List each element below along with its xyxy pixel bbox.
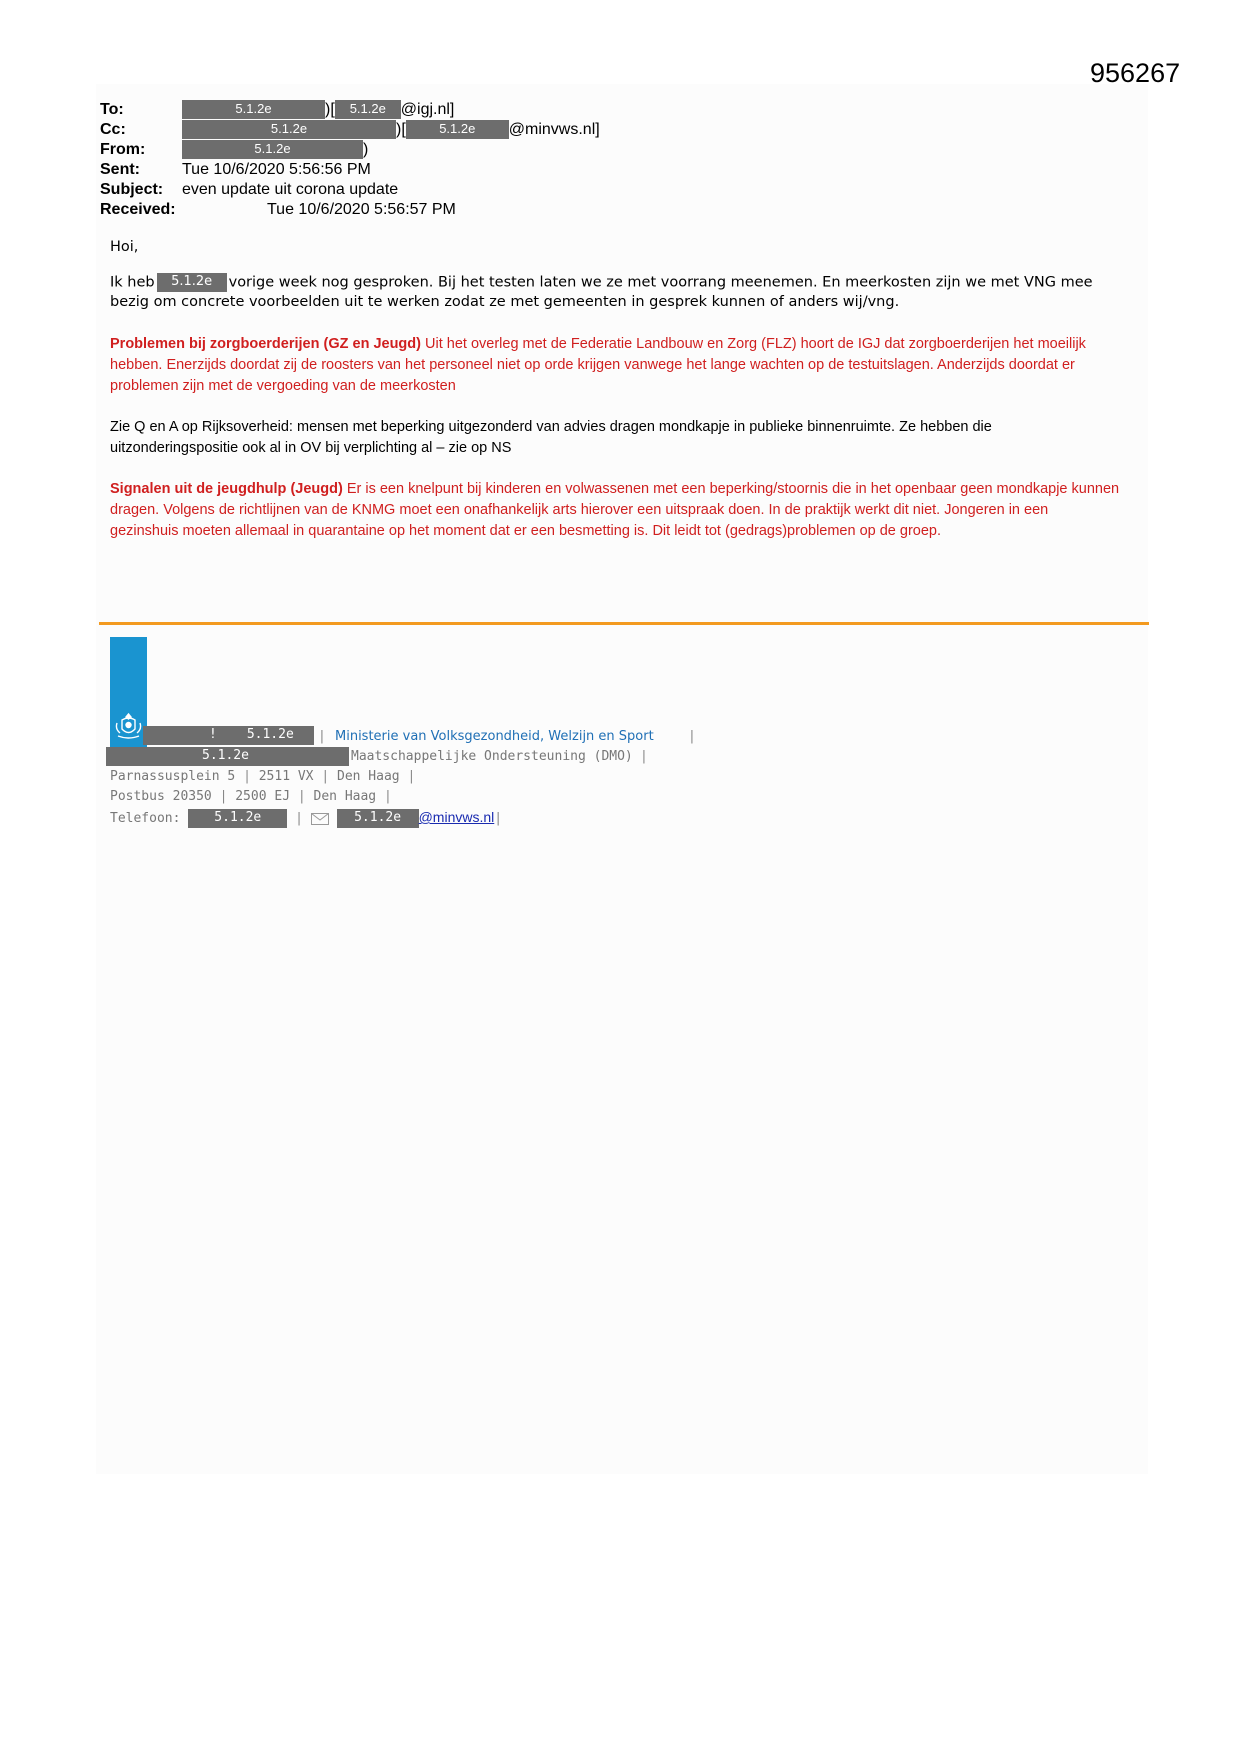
from-value — [182, 140, 368, 160]
redaction-exclaim: ! — [209, 727, 217, 742]
redaction-box: 5.1.2e — [337, 809, 419, 828]
subject-value: even update uit corona update — [182, 181, 399, 198]
to-label: To: — [100, 101, 124, 118]
phone-label: Telefoon: — [110, 811, 181, 826]
redaction-box: 5.1.2e — [182, 140, 363, 159]
to-bracket: )[ — [325, 101, 335, 118]
address-street: Parnassusplein 5 — [110, 769, 236, 784]
from-label: From: — [100, 141, 146, 158]
sig-contact-row — [110, 807, 502, 827]
separator: | — [219, 789, 228, 804]
separator: | — [243, 769, 251, 784]
postbus: Postbus 20350 — [110, 789, 212, 804]
sig-address-row — [110, 767, 502, 787]
from-close: ) — [363, 141, 369, 158]
redaction-box: 5.1.2e — [182, 120, 396, 139]
redaction-box — [143, 726, 314, 745]
separator: | — [494, 811, 503, 826]
redaction-box: 5.1.2e — [188, 809, 287, 828]
separator: | — [318, 729, 326, 744]
document-number: 956267 — [1090, 58, 1181, 88]
cc-value — [182, 120, 600, 140]
postbus-city: Den Haag — [313, 789, 377, 804]
separator: | — [383, 789, 392, 804]
p1-start: Ik heb — [110, 274, 155, 291]
redaction-code: 5.1.2e — [202, 748, 249, 763]
signature-divider — [99, 622, 1149, 625]
separator: | — [407, 769, 416, 784]
redaction-box: 5.1.2e — [157, 273, 227, 292]
separator: | — [295, 811, 303, 826]
address-city: Den Haag — [337, 769, 400, 784]
sig-name-row — [110, 727, 696, 747]
zorgboerderijen-heading: Problemen bij zorgboerderijen (GZ en Jeugd) — [110, 335, 421, 352]
cc-bracket: )[ — [396, 121, 406, 138]
received-value: Tue 10/6/2020 5:56:57 PM — [267, 201, 456, 218]
email-signature — [110, 727, 696, 827]
redaction-code: 5.1.2e — [246, 727, 294, 742]
department-name: Maatschappelijke Ondersteuning (DMO) — [351, 749, 633, 764]
email-body — [110, 238, 1120, 558]
paragraph-q-en-a: Zie Q en A op Rijksoverheid: mensen met beperking uitgezonderd van advies dragen mondkapje in publieke binnenruimte. Ze hebben die uitzonderingspositie ook al in OV bij verplichting al – zie op NS — [110, 418, 992, 456]
separator: | — [297, 789, 306, 804]
envelope-icon — [311, 813, 329, 825]
sig-department-row — [110, 747, 648, 767]
ministry-name: Ministerie van Volksgezondheid, Welzijn en Sport — [335, 729, 654, 744]
separator: | — [688, 729, 696, 744]
separator: | — [321, 769, 330, 784]
cc-domain: @minvws.nl] — [508, 121, 600, 138]
paragraph-jeugdhulp — [110, 479, 1120, 542]
zorgboerderijen-text: Uit het overleg met de Federatie Landbouw en Zorg (FLZ) hoort de IGJ dat zorgboerderijen het moeilijk hebben. Enerzijds doordat zij de roosters van het personeel niet op orde krijgen vanwege het lange wachten op de testuitslagen. Anderzijds doordat er problemen zijn met de vergoeding van de meerkosten — [110, 335, 1086, 394]
postbus-zip: 2500 EJ — [235, 789, 291, 804]
email-link[interactable]: @minvws.nl — [418, 809, 495, 825]
redaction-box — [106, 747, 349, 766]
separator: | — [640, 749, 648, 764]
redaction-box: 5.1.2e — [406, 120, 509, 139]
sig-postbus-row — [110, 787, 502, 807]
p1-rest: vorige week nog gesproken. Bij het testen laten we ze met voorrang meenemen. En meerkosten zijn we met VNG mee bezig om concrete voorbeelden uit te werken zodat ze met gemeenten in gesprek kunnen of anders wij/vng. — [110, 274, 1093, 310]
sent-label: Sent: — [100, 161, 140, 178]
sent-value: Tue 10/6/2020 5:56:56 PM — [182, 161, 371, 178]
paragraph-zorgboerderijen — [110, 334, 1120, 397]
jeugdhulp-text: Er is een knelpunt bij kinderen en volwassenen met een beperking/stoornis die in het openbaar geen mondkapje kunnen dragen. Volgens de richtlijnen van de KNMG moet een onafhankelijk arts hierover een uitspraak doen. In de praktijk werkt dit niet. Jongeren in een gezinshuis moeten allemaal in quarantaine op het moment dat er een besmetting is. Dit leidt tot (gedrags)problemen op de groep. — [110, 480, 1120, 539]
redaction-box: 5.1.2e — [335, 100, 401, 119]
cc-label: Cc: — [100, 121, 126, 138]
received-label: Received: — [100, 201, 176, 218]
jeugdhulp-heading: Signalen uit de jeugdhulp (Jeugd) — [110, 480, 343, 497]
to-value — [182, 100, 454, 120]
address-zip: 2511 VX — [258, 769, 314, 784]
subject-label: Subject: — [100, 181, 164, 198]
to-domain: @igj.nl] — [400, 101, 455, 118]
redaction-box: 5.1.2e — [182, 100, 325, 119]
paragraph-1 — [110, 273, 1120, 312]
greeting: Hoi, — [110, 239, 139, 255]
